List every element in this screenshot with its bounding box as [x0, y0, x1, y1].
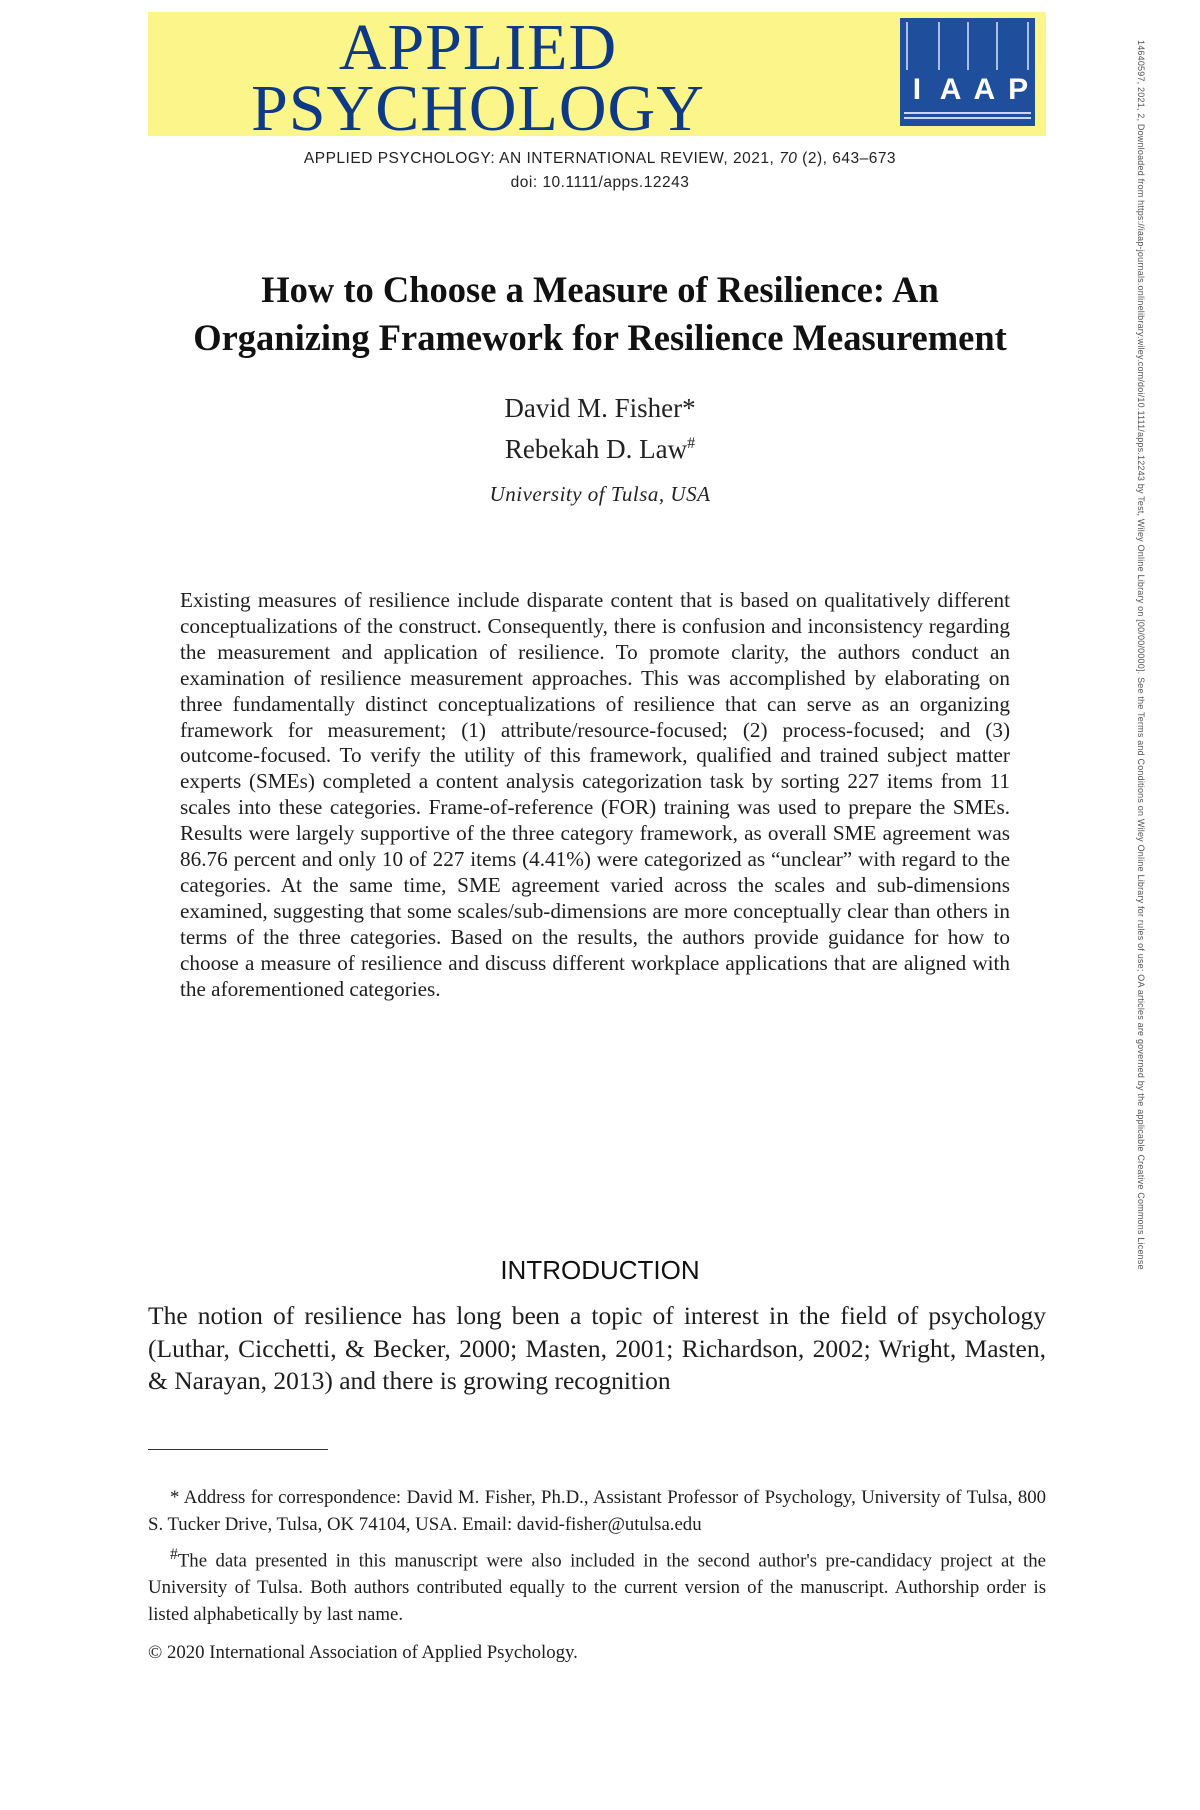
- article-title: [0, 266, 1200, 362]
- logo-letter: I: [912, 73, 922, 106]
- logo-letter: P: [1008, 73, 1029, 106]
- logo-subtitle-lines: [904, 112, 1031, 122]
- author-mark: *: [682, 393, 696, 423]
- author-mark: #: [687, 435, 696, 452]
- author-1: [0, 393, 1200, 424]
- logo-divider: [996, 22, 998, 70]
- section-heading: INTRODUCTION: [500, 1255, 700, 1285]
- logo-letter: A: [939, 73, 962, 106]
- side-note-text: 14640597, 2021, 2, Downloaded from https://iaap-journals.onlinelibrary.wiley.com/doi/10.1111/apps.12243 by Test, Wiley Online Library on [00/00/0000]. See the Terms and Conditions on Wiley Online Library for rules of use; OA articles are governed by the applicable Creative Commons License: [1136, 40, 1146, 1270]
- author-name: David M. Fisher: [504, 393, 683, 423]
- footnote-correspondence: * Address for correspondence: David M. Fisher, Ph.D., Assistant Professor of Psychology, University of Tulsa, 800 S. Tucker Drive, Tulsa, OK 74104, USA. Email: david-fisher@utulsa.edu: [148, 1487, 1046, 1535]
- logo-letters: [900, 73, 1035, 107]
- citation-year: 2021,: [732, 150, 775, 167]
- author-name: Rebekah D. Law: [504, 434, 688, 464]
- copyright: © 2020 International Association of Applied Psychology.: [148, 1642, 578, 1663]
- footnote-text: The data presented in this manuscript were also included in the second author's pre-candidacy project at the University of Tulsa. Both authors contributed equally to the current version of the manuscript. Authorship order is listed alphabetically by last name.: [148, 1550, 1046, 1626]
- journal-name-line2: PSYCHOLOGY: [251, 71, 705, 145]
- footnote-divider: [148, 1449, 328, 1450]
- affiliation: University of Tulsa, USA: [489, 482, 711, 506]
- iaap-logo: [900, 18, 1035, 126]
- logo-letter: A: [973, 73, 996, 106]
- journal-name-line1: APPLIED: [338, 11, 618, 84]
- body-paragraph: The notion of resilience has long been a topic of interest in the field of psychology (Luthar, Cicchetti, & Becker, 2000; Masten, 2001; Richardson, 2002; Wright, Masten, & Narayan, 2013) and there is growing recognition: [148, 1301, 1046, 1395]
- citation-doi: doi: 10.1111/apps.12243: [510, 174, 690, 191]
- journal-name: [148, 11, 808, 145]
- title-line: How to Choose a Measure of Resilience: An: [261, 269, 939, 310]
- footnote-mark: #: [170, 1546, 178, 1563]
- download-side-note: [1132, 40, 1152, 1770]
- abstract: Existing measures of resilience include disparate content that is based on qualitatively different conceptualizations of the construct. Consequently, there is confusion and inconsistency regarding the measurement and application of resilience. To promote clarity, the authors conduct an examination of resilience measurement approaches. This was accomplished by elaborating on three fundamentally distinct conceptualizations of resilience that can serve as an organizing framework for measurement; (1) attribute/resource-focused; (2) process-focused; and (3) outcome-focused. To verify the utility of this framework, qualified and trained subject matter experts (SMEs) completed a content analysis categorization task by sorting 227 items from 11 scales into these categories. Frame-of-reference (FOR) training was used to prepare the SMEs. Results were largely supportive of the three category framework, as overall SME agreement was 86.76 percent and only 10 of 227 items (4.41%) were categorized as “unclear” with regard to the categories. At the same time, SME agreement varied across the scales and sub-dimensions examined, suggesting that some scales/sub-dimensions are more conceptually clear than others in terms of the three categories. Based on the results, the authors provide guidance for how to choose a measure of resilience and discuss different workplace applications that are aligned with the aforementioned categories.: [180, 588, 1010, 1001]
- logo-divider: [938, 22, 940, 70]
- title-line: Organizing Framework for Resilience Measurement: [193, 317, 1007, 358]
- citation-line: [0, 150, 1200, 168]
- journal-masthead: [148, 11, 1046, 145]
- citation-volume: 70: [779, 150, 798, 167]
- citation-journal: APPLIED PSYCHOLOGY: AN INTERNATIONAL REVIEW,: [303, 150, 729, 167]
- footnote-data: [148, 1541, 1046, 1628]
- citation-issue-pages: (2), 643–673: [802, 150, 897, 167]
- logo-divider: [967, 22, 969, 70]
- author-2: [0, 434, 1200, 465]
